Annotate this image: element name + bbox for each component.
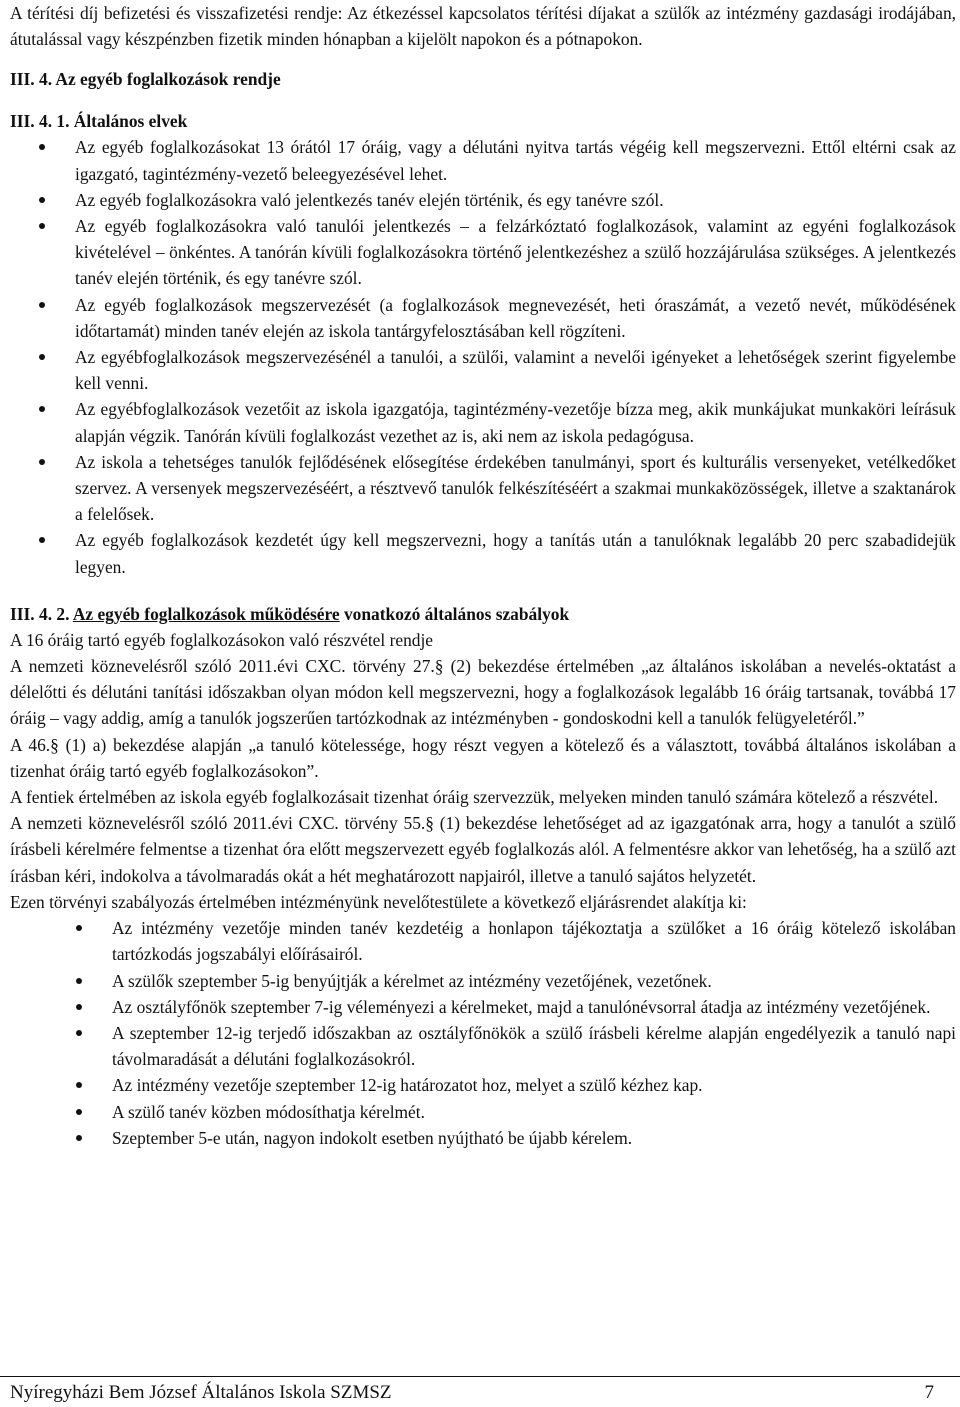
bullet-icon <box>76 1135 82 1141</box>
list-item-text: Az egyéb foglalkozásokra való jelentkezés tanév elején történik, és egy tanévre szól. <box>75 189 664 210</box>
subsection2-heading <box>10 601 956 627</box>
bullet-icon <box>39 537 45 543</box>
list-item-text: Az egyéb foglalkozások megszervezését (a foglalkozások megnevezését, heti óraszámát, a vezető nevét, működésének időtartamát) minden tanév elején az iskola tantárgyfelosztásában kell rögzíteni. <box>75 294 956 341</box>
list-item <box>10 134 956 186</box>
bullet-icon <box>76 1082 82 1088</box>
list-item <box>10 968 956 994</box>
list-item <box>10 1020 956 1072</box>
list-item <box>10 1125 956 1151</box>
bullet-icon <box>39 302 45 308</box>
list-item <box>10 187 956 213</box>
list-item <box>10 915 956 967</box>
subsection1-heading: III. 4. 1. Általános elvek <box>10 111 188 132</box>
list-item-text: Az intézmény vezetője szeptember 12-ig határozatot hoz, melyet a szülő kézhez kap. <box>112 1075 703 1096</box>
bullet-icon <box>76 1109 82 1115</box>
mandatory-attendance-paragraph: A fentiek értelmében az iskola egyéb foglalkozásait tizenhat óráig szervezzük, melyeken minden tanuló számára kötelező a részvétel. <box>10 787 939 808</box>
bullet-icon <box>39 144 45 150</box>
list-item-text: Az osztályfőnök szeptember 7-ig véleményezi a kérelmeket, majd a tanulónévsorral átadja az intézmény vezetőjének. <box>112 996 931 1017</box>
list-item-text: Az egyéb foglalkozásokra való tanulói jelentkezés – a felzárkóztató foglalkozások, valamint az egyéni foglalkozások kivételével – önkéntes. A tanórán kívüli foglalkozásokra történő jelentkezéshez a szülő hozzájárulása szükséges. A jelentkezés tanév elején történik, és egy tanévre szól. <box>75 216 956 289</box>
bullet-icon <box>39 197 45 203</box>
list-item <box>10 1072 956 1098</box>
bullet-icon <box>76 1030 82 1036</box>
procedure-list <box>10 915 956 1151</box>
list-item-text: Szeptember 5-e után, nagyon indokolt esetben nyújtható be újabb kérelem. <box>112 1127 633 1148</box>
list-item-text: A szülő tanév közben módosíthatja kérelmét. <box>112 1101 425 1122</box>
list-item <box>10 527 956 579</box>
subsection2-heading-prefix: III. 4. 2. <box>10 603 73 624</box>
bullet-icon <box>39 406 45 412</box>
procedure-intro: Ezen törvényi szabályozás értelmében intézményünk nevelőtestülete a következő eljárásrendet alakítja ki: <box>10 891 747 912</box>
intro-paragraph: A térítési díj befizetési és visszafizetési rendje: Az étkezéssel kapcsolatos térítési díjakat a szülők az intézmény gazdasági irodájában, átutalással vagy készpénzben fizetik minden hónapban a kijelölt napokon és a pótnapokon. <box>10 3 956 50</box>
bullet-icon <box>76 1004 82 1010</box>
list-item-text: Az egyéb foglalkozásokat 13 órától 17 óráig, vagy a délutáni nyitva tartás végéig kell megszervezni. Ettől eltérni csak az igazgató, tagintézmény-vezető beleegyezésével lehet. <box>75 137 956 184</box>
footer-school-name: Nyíregyházi Bem József Általános Iskola SZMSZ <box>10 1382 392 1403</box>
list-item <box>10 1099 956 1125</box>
law-paragraph-27: A nemzeti köznevelésről szóló 2011.évi CXC. törvény 27.§ (2) bekezdése értelmében „az általános iskolában a nevelés-oktatást a délelőtti és délutáni tanítási időszakban olyan módon kell megszervezni, hogy a foglalkozások legalább 16 óráig tartsanak, továbbá 17 óráig – vagy addig, amíg a tanulók jogszerűen tartózkodnak az intézményben - gondoskodni kell a tanulók felügyeletéről.” <box>10 656 956 729</box>
attendance-rule-title: A 16 óráig tartó egyéb foglalkozásokon való részvétel rendje <box>10 629 434 650</box>
list-item <box>10 213 956 292</box>
bullet-icon <box>39 354 45 360</box>
list-item <box>10 344 956 396</box>
law-paragraph-46: A 46.§ (1) a) bekezdése alapján „a tanuló kötelessége, hogy részt vegyen a kötelező és a választott, továbbá általános iskolában a tizenhat óráig tartó egyéb foglalkozásokon”. <box>10 734 956 781</box>
law-paragraph-55: A nemzeti köznevelésről szóló 2011.évi CXC. törvény 55.§ (1) bekezdése lehetőséget ad az igazgatónak arra, hogy a tanulót a szülő írásbeli kérelmére felmentse a tizenhat óra előtt megszervezett egyéb foglalkozás alól. A felmentésre akkor van lehetőség, ha a szülő azt írásban kéri, indokolva a távolmaradás okát a hét meghatározott napjairól, illetve a tanuló sajátos helyzetét. <box>10 813 956 886</box>
list-item-text: Az egyébfoglalkozások megszervezésénél a tanulói, a szülői, valamint a nevelői igényeket a lehetőségek szerint figyelembe kell venni. <box>75 347 956 394</box>
document-page <box>10 0 956 1151</box>
list-item <box>10 994 956 1020</box>
list-item-text: Az iskola a tehetséges tanulók fejlődésének elősegítése érdekében tanulmányi, sport és kulturális versenyeket, vetélkedőket szervez. A versenyek megszervezéséért, a résztvevő tanulók felkészítéséért a szakmai munkaközösségek, illetve a szaktanárok a felelősek. <box>75 451 956 525</box>
list-item-text: A szülők szeptember 5-ig benyújtják a kérelmet az intézmény vezetőjének, vezetőnek. <box>112 970 712 991</box>
bullet-icon <box>76 978 82 984</box>
footer-page-number: 7 <box>924 1382 934 1403</box>
list-item <box>10 292 956 344</box>
list-item-text: Az egyébfoglalkozások vezetőit az iskola igazgatója, tagintézmény-vezetője bízza meg, akik munkájukat munkaköri leírásuk alapján végzik. Tanórán kívüli foglalkozást vezethet az is, aki nem az iskola pedagógusa. <box>75 399 956 446</box>
list-item-text: Az intézmény vezetője minden tanév kezdetéig a honlapon tájékoztatja a szülőket a 16 óráig kötelező iskolában tartózkodás jogszabályi előírásairól. <box>112 918 956 965</box>
list-item-text: A szeptember 12-ig terjedő időszakban az osztályfőnökök a szülő írásbeli kérelme alapján engedélyezik a tanuló napi távolmaradását a délutáni foglalkozásokról. <box>112 1022 956 1070</box>
list-item <box>10 396 956 448</box>
list-item-text: Az egyéb foglalkozások kezdetét úgy kell megszervezni, hogy a tanítás után a tanulóknak legalább 20 perc szabadidejük legyen. <box>75 530 956 577</box>
bullet-icon <box>39 223 45 229</box>
bullet-icon <box>76 925 82 931</box>
section-heading: III. 4. Az egyéb foglalkozások rendje <box>10 69 281 90</box>
subsection2-heading-underlined: Az egyéb foglalkozások működésére <box>72 603 340 624</box>
page-footer <box>0 1376 960 1407</box>
list-item <box>10 449 956 528</box>
general-principles-list <box>10 134 956 579</box>
subsection2-heading-suffix: vonatkozó általános szabályok <box>339 603 570 624</box>
bullet-icon <box>39 459 45 465</box>
